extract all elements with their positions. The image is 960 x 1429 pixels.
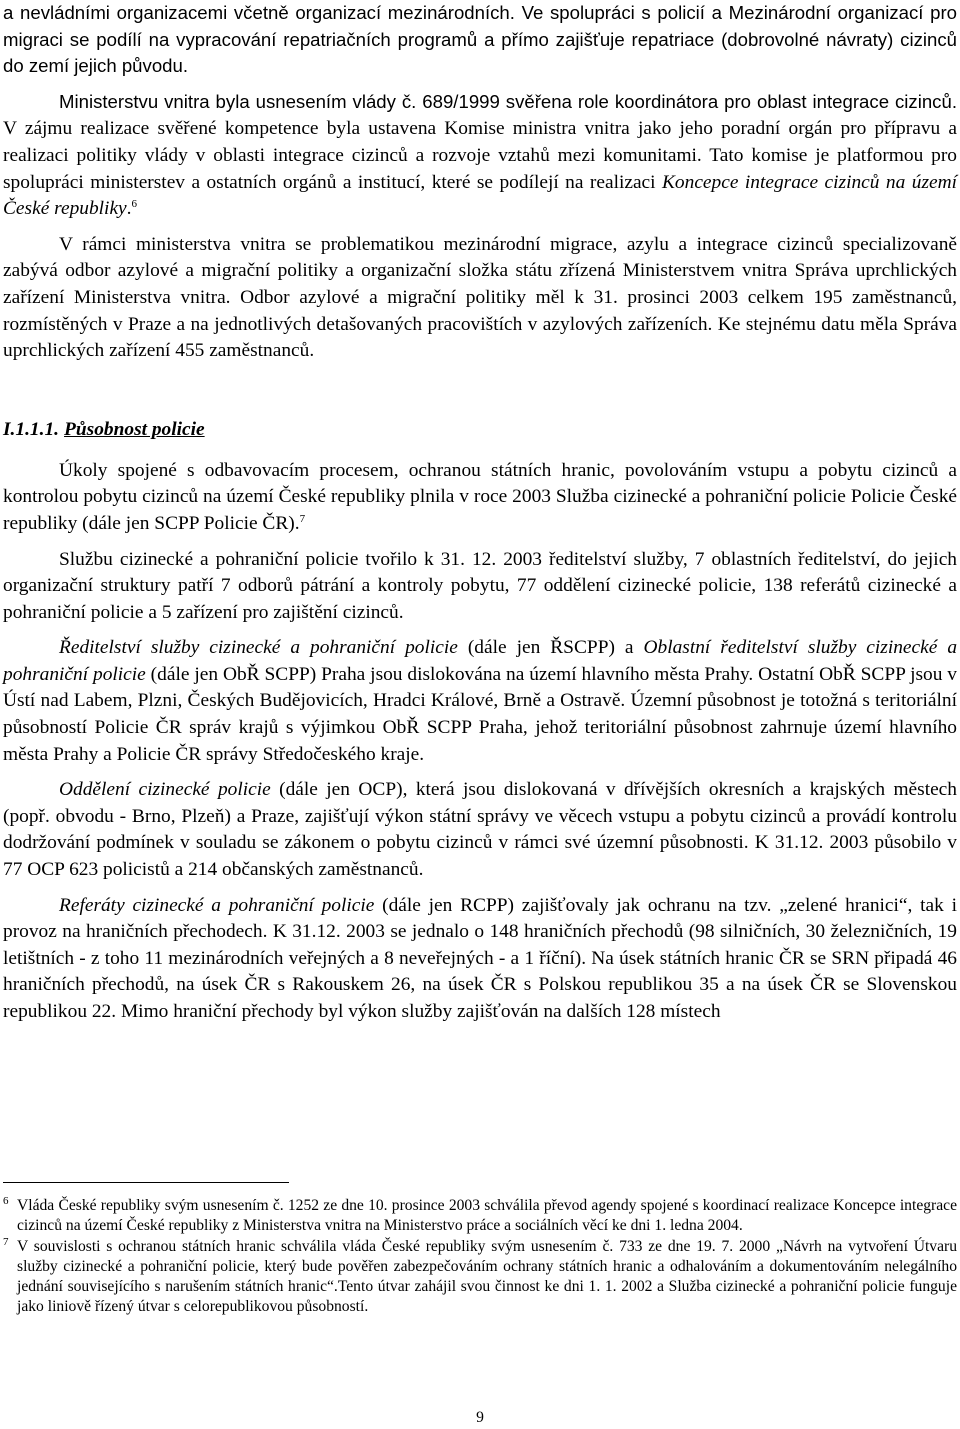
paragraph-directorates [3,635,957,768]
paragraph-police-tasks [3,458,957,538]
footnote-ref-6[interactable]: 6 [131,198,138,211]
section-heading [3,417,957,443]
paragraph-integration-coordinator [3,89,957,223]
commission-text: V zájmu realizace svěřené kompetence byla ustavena Komise ministra vnitra jako jeho poradní orgán pro přípravu a realizaci politiky vlády v oblasti integrace cizinců a rozvoje vztahů mezi komunitami. Tato komise je platformou pro spolupráci ministerstev a ostatních orgánů a institucí, které se podílejí na realizaci [3,118,957,193]
footnote-6 [3,1196,957,1235]
footnote-separator [3,1182,289,1183]
footnote-mark: 7 [3,1236,9,1249]
border-unit-term: Referáty cizinecké a pohraniční policie [59,894,375,916]
concept-title: Koncepce integrace cizinců na území České republiky [3,171,957,220]
footnotes [3,1196,957,1316]
paragraph-ministry-departments: V rámci ministerstva vnitra se problematikou mezinárodní migrace, azylu a integrace cizinců specializovaně zabývá odbor azylové a migrační politiky a organizační složka státu zřízená Ministerstvem vnitra Správa uprchlických zařízení Ministerstva vnitra. Odbor azylové a migrační politiky měl k 31. prosinci 2003 celkem 195 zaměstnanců, rozmístěných v Praze a na jednotlivých detašovaných pracovištích v azylových zařízeních. Ke stejnému datu měla Správa uprchlických zařízení 455 zaměstnanců. [3,233,957,362]
directorate-text-2: (dále jen ObŘ SCPP) Praha jsou dislokována na území hlavního města Prahy. Ostatní ObŘ SCPP jsou v Ústí nad Labem, Plzni, Českých Budějovicích, Hradci Králové, Brně a Ostravě. Územní působnost je totožná s teritoriální působností Policie ČR správ krajů s výjimkou ObŘ SCPP Praha, jehož teritoriální působnost zahrnuje území hlavního města Prahy a Policie ČR správy Středočeského kraje. [3,663,958,765]
footnote-text: V souvislosti s ochranou státních hranic schválila vláda České republiky svým usnesením č. 733 ze dne 19. 7. 2000 „Návrh na vytvoření Útvaru služby cizinecké a pohraniční policie, který bude pověřen zabezpečováním ochrany státních hranic a odhalováním a dokumentováním nelegálního jednání souvisejícího s narušením státních hranic“.Tento útvar zahájil svou činnost ke dni 1. 1. 2002 a Služba cizinecké a pohraniční policie funguje jako liniově řízený útvar s celorepublikovou působností. [17,1238,957,1315]
regional-directorate-term: Oblastní ředitelství služby cizinecké a pohraniční policie [3,637,958,685]
section-title: Působnost policie [64,418,205,440]
department-text: (dále jen OCP), která jsou dislokovaná v dřívějších okresních a krajských městech (popř. obvodu - Brno, Plzeň) a Praze, zajišťují výkon státní správy ve věcech vstupu a pobytu cizinců a provádí kontrolu dodržování podmínek v souladu se zákonem o pobytu cizinců v rámci své územní působnosti. K 31.12. 2003 působilo v 77 OCP 623 policistů a 214 občanských zaměstnanců. [3,779,957,881]
directorate-term: Ředitelství služby cizinecké a pohraniční policie [59,637,458,659]
page-number: 9 [476,1409,484,1426]
border-unit-text: (dále jen RCPP) zajišťovaly jak ochranu na tzv. „zelené hranici“, tak i provoz na hraničních přechodech. K 31.12. 2003 se jednalo o 148 hraničních přechodů (98 silničních, 30 železničních, 19 letištních - z toho 11 mezinárodních veřejných a 8 neveřejných - a 1 říční). Na úsek státních hranic ČR se SRN připadá 46 hraničních přechodů, na úsek ČR s Rakouskem 26, na úsek ČR s Polskou republikou 35 a na úsek ČR se Slovenskou republikou 22. Mimo hraniční přechody byl výkon služby zajišťován na dalších 128 místech [3,894,957,1022]
footnote-7 [3,1237,957,1316]
footnote-text: Vláda České republiky svým usnesením č. 1252 ze dne 10. prosince 2003 schválila převod agendy spojené s koordinací realizace Koncepce integrace cizinců na území České republiky z Ministerstva vnitra na Ministerstvo práce a sociálních věcí ke dni 1. ledna 2004. [17,1197,957,1234]
department-term: Oddělení cizinecké policie [59,779,271,801]
footnote-mark: 6 [3,1195,9,1207]
police-tasks-text: Úkoly spojené s odbavovacím procesem, ochranou státních hranic, povolováním vstupu a pobytu cizinců a kontrolou pobytu cizinců na území České republiky plnila v roce 2003 Služba cizinecké a pohraniční policie Policie České republiky (dále jen SCPP Policie ČR). [3,459,957,534]
document-page [3,0,957,1026]
footnote-ref-7[interactable]: 7 [299,512,306,525]
paragraph-service-structure: Službu cizinecké a pohraniční policie tvořilo k 31. 12. 2003 ředitelství služby, 7 oblastních ředitelství, do jejich organizační struktury patří 7 odborů pátrání a kontroly pobytu, 77 oddělení cizinecké policie, 138 referátů cizinecké a pohraniční policie a 5 zařízení pro zajištění cizinců. [3,548,957,623]
paragraph-border-units [3,893,957,1026]
directorate-text-1: (dále jen ŘSCPP) a [457,637,644,659]
section-number: I.1.1.1. [3,418,60,440]
coordinator-sentence: Ministerstvu vnitra byla usnesením vlády č. 689/1999 svěřena role koordinátora pro oblast integrace cizinců. [59,90,957,112]
paragraph-ngo-cooperation: a nevládními organizacemi včetně organizací mezinárodních. Ve spolupráci s policií a Mezinárodní organizací pro migraci se podílí na vypracování repatriačních programů a přímo zajišťuje repatriace (dobrovolné návraty) cizinců do zemí jejich původu. [3,2,957,77]
period: . [126,198,132,220]
paragraph-foreign-police-departments [3,777,957,883]
